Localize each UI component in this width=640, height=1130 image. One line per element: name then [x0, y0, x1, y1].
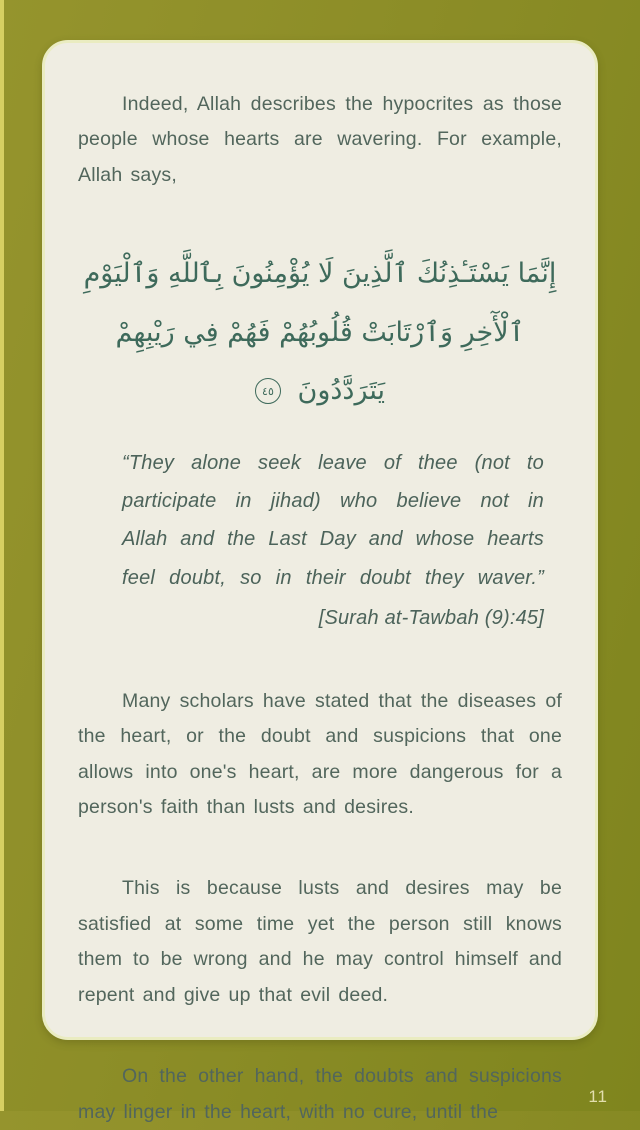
book-spine-edge: [0, 0, 4, 1111]
translation-line: feel doubt, so in their doubt they waver.”: [122, 566, 544, 589]
arabic-verse-line-2-wrap: [78, 304, 562, 420]
ayah-end-marker: ٤٥: [255, 378, 281, 404]
paragraph-doubts-linger: On the other hand, the doubts and suspicions may linger in the heart, with no cure, until the: [78, 1065, 562, 1123]
arabic-verse-line-1: إِنَّمَا يَسْتَـٔذِنُكَ ٱلَّذِينَ لَا يُؤْمِنُونَ بِٱللَّهِ وَٱلْيَوْمِ: [83, 258, 557, 290]
translation-line: participate in jihad) who believe not in: [122, 489, 544, 512]
quran-verse-arabic: [78, 245, 562, 419]
surah-citation: [Surah at-Tawbah (9):45]: [318, 607, 544, 630]
paragraph-scholars: Many scholars have stated that the diseases of the heart, or the doubt and suspicions that one allows into one's heart, are more dangerous for a person's faith than lusts and desires.: [78, 689, 562, 818]
paragraph-lusts-desires: This is because lusts and desires may be satisfied at some time yet the person still knows them to be wrong and he may control himself and repent and give up that evil deed.: [78, 877, 562, 1006]
translation-line: Allah and the Last Day and whose hearts: [122, 528, 544, 551]
paragraph-intro: Indeed, Allah describes the hypocrites as those people whose hearts are wavering. For example, Allah says,: [78, 93, 562, 186]
verse-translation: [122, 444, 544, 638]
arabic-verse-line-2: ٱلْأٓخِرِ وَٱرْتَابَتْ قُلُوبُهُمْ فَهُمْ فِي رَيْبِهِمْ يَتَرَدَّدُونَ: [115, 316, 525, 406]
translation-line: “They alone seek leave of thee (not to: [122, 451, 544, 474]
page-number: 11: [588, 1087, 608, 1106]
